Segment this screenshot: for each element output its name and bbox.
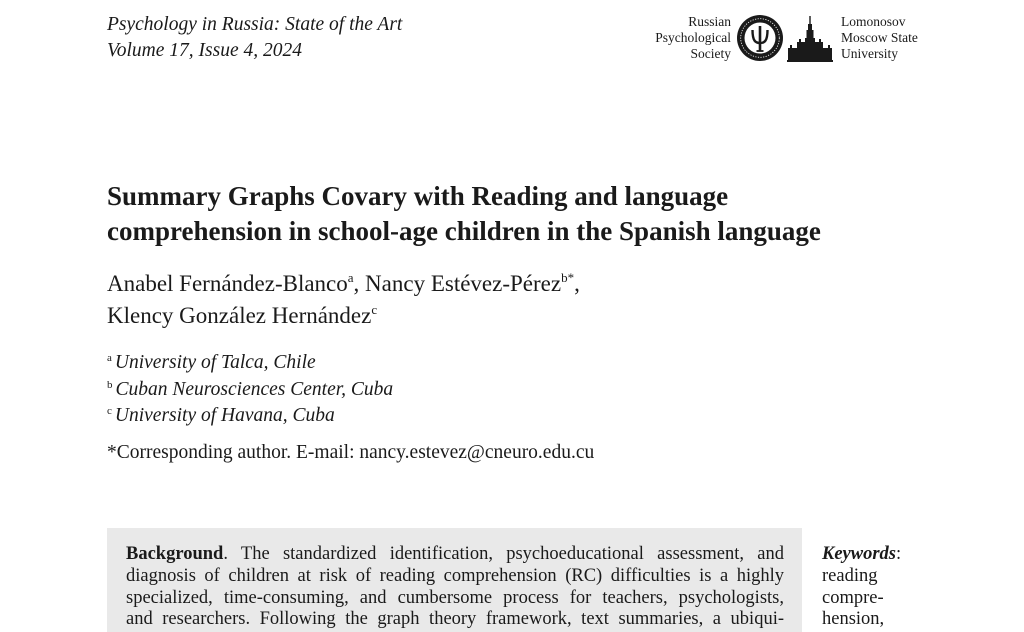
affiliation-mark: b	[107, 378, 113, 391]
author-affil-mark: c	[371, 302, 378, 317]
author-line	[107, 268, 927, 300]
affiliation	[107, 403, 927, 430]
author-separator: ,	[353, 271, 366, 296]
rps-name	[640, 14, 731, 62]
article-title	[107, 179, 927, 249]
affiliation	[107, 350, 927, 377]
author-line	[107, 300, 927, 332]
affiliation-mark: a	[107, 352, 112, 364]
psi-seal-icon	[736, 14, 784, 62]
keywords-label: Keywords	[822, 544, 896, 564]
author-name: Nancy Estévez-Pérez	[365, 271, 562, 296]
abstract-line: specialized, time-consuming, and cumbersome process for teachers, psychologists,	[126, 587, 784, 608]
abstract-line	[126, 544, 784, 566]
keywords-heading	[822, 544, 932, 566]
publisher-logos	[640, 14, 930, 66]
author-name: Anabel Fernández-Blanco	[107, 271, 348, 296]
keyword-line: hension,	[822, 609, 885, 630]
journal-header	[107, 12, 402, 64]
affiliation	[107, 377, 927, 404]
abstract-line-text: . The standardized identification, psychoeducational assessment, and	[223, 544, 784, 564]
affiliation-list	[107, 350, 927, 430]
abstract-label: Background	[126, 544, 224, 564]
msu-name-line: Moscow State	[841, 30, 918, 45]
title-line: Summary Graphs Covary with Reading and language	[107, 181, 729, 211]
author-affil-mark: b*	[561, 270, 575, 285]
rps-name-line: Society	[690, 46, 731, 61]
affiliation-mark: c	[107, 405, 112, 417]
affiliation-name: University of Talca, Chile	[114, 352, 316, 373]
msu-name-line: University	[841, 46, 898, 61]
keyword-line: reading	[822, 565, 878, 586]
keywords-block	[822, 544, 932, 631]
abstract-line: and researchers. Following the graph theory framework, text summaries, a ubiqui-	[126, 609, 784, 630]
author-affil-mark: a	[347, 270, 354, 285]
keyword-line: compre-	[822, 587, 884, 608]
university-building-icon	[787, 16, 833, 62]
rps-name-line: Russian	[688, 14, 731, 29]
author-list	[107, 268, 927, 332]
affiliation-name: University of Havana, Cuba	[114, 405, 335, 426]
abstract-text	[126, 544, 784, 631]
author-separator: ,	[574, 271, 580, 296]
journal-volume: Volume 17, Issue 4, 2024	[107, 40, 302, 61]
affiliation-name: Cuban Neurosciences Center, Cuba	[115, 378, 394, 400]
keywords-colon: :	[896, 544, 902, 564]
abstract-line: diagnosis of children at risk of reading comprehension (RC) difficulties is a highly	[126, 565, 784, 586]
journal-name: Psychology in Russia: State of the Art	[107, 14, 403, 35]
author-name: Klency González Hernández	[107, 303, 372, 328]
title-line: comprehension in school-age children in the Spanish language	[107, 216, 821, 246]
corresponding-author: *Corresponding author. E-mail: nancy.estevez@cneuro.edu.cu	[107, 442, 595, 463]
msu-name	[841, 14, 933, 62]
rps-name-line: Psychological	[655, 30, 731, 45]
msu-name-line: Lomonosov	[841, 14, 906, 29]
